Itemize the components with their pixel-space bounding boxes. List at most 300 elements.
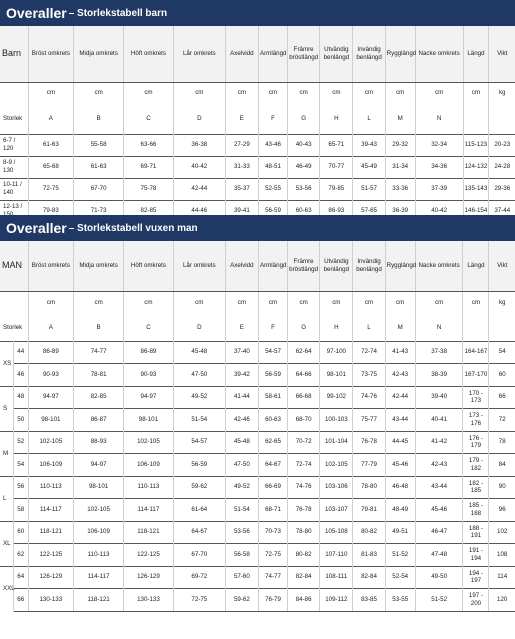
eu-size-cell: 60 [13,521,28,544]
value-cell: 170 - 173 [463,386,489,409]
value-cell: 59-62 [173,476,225,499]
measure-letter: N [415,315,463,341]
unit-cell: cm [258,82,287,104]
value-cell: 179 - 182 [463,454,489,477]
value-cell: 31-34 [385,156,415,178]
value-cell: 122-125 [28,544,74,567]
value-cell: 101-104 [320,431,353,454]
size-cell: 8-9 / 130 [0,156,28,178]
value-cell: 42-44 [385,386,415,409]
value-cell: 79-81 [353,499,385,522]
value-cell: 94-97 [28,386,74,409]
value-cell: 59-62 [225,589,258,612]
unit-cell: cm [28,291,74,315]
column-header: Nacke omkrets [415,26,463,82]
unit-cell: cm [353,291,385,315]
column-header: Invändig benlängd [353,26,385,82]
value-cell: 60 [489,364,515,387]
value-cell: 46-47 [415,521,463,544]
value-cell: 102-105 [28,431,74,454]
column-header: Längd [463,26,489,82]
unit-cell: cm [385,82,415,104]
value-cell: 37-38 [415,341,463,364]
unit-cell: cm [225,291,258,315]
value-cell: 82-84 [353,566,385,589]
value-cell: 86-89 [28,341,74,364]
value-cell: 105-108 [320,521,353,544]
measure-letter [463,315,489,341]
value-cell: 45-48 [225,431,258,454]
value-cell: 20-23 [489,134,515,156]
measure-letter [489,315,515,341]
column-header: Främre bröstlängd [288,241,320,291]
measure-letter: E [225,315,258,341]
measure-letter [489,104,515,134]
table-corner-label: MAN [0,241,28,291]
value-cell: 106-109 [124,454,174,477]
adult-size-table [0,241,515,612]
column-header: Utvändig benlängd [320,26,353,82]
value-cell: 74-77 [258,566,287,589]
measure-letter: L [353,315,385,341]
column-header: Invändig benlängd [353,241,385,291]
value-cell: 29-32 [385,134,415,156]
value-cell: 51-52 [385,544,415,567]
value-cell: 74-77 [74,341,124,364]
value-cell: 130-133 [28,589,74,612]
eu-size-cell: 48 [13,386,28,409]
value-cell: 34-36 [415,156,463,178]
measure-letter: H [320,104,353,134]
value-cell: 100-103 [320,409,353,432]
value-cell: 173 - 176 [463,409,489,432]
unit-cell: cm [288,291,320,315]
column-header: Armlängd [258,241,287,291]
value-cell: 76-78 [288,499,320,522]
value-cell: 37-40 [225,341,258,364]
value-cell: 60-63 [288,200,320,222]
value-cell: 110-113 [28,476,74,499]
value-cell: 102-105 [320,454,353,477]
measure-letter: E [225,104,258,134]
value-cell: 48-49 [385,499,415,522]
value-cell: 40-42 [173,156,225,178]
value-cell: 57-60 [225,566,258,589]
value-cell: 126-129 [124,566,174,589]
unit-row-label [0,82,28,104]
value-cell: 29-36 [489,178,515,200]
column-header: Armlängd [258,26,287,82]
value-cell: 53-56 [288,178,320,200]
unit-cell: cm [320,82,353,104]
table-row [0,566,515,589]
value-cell: 36-38 [173,134,225,156]
table-row [0,589,515,612]
value-cell: 76-79 [258,589,287,612]
value-cell: 48-51 [258,156,287,178]
value-cell: 52-55 [258,178,287,200]
measure-letter: M [385,104,415,134]
value-cell: 72-74 [288,454,320,477]
value-cell: 124-132 [463,156,489,178]
value-cell: 41-44 [225,386,258,409]
table-row [0,364,515,387]
unit-cell: cm [74,291,124,315]
value-cell: 53-56 [225,521,258,544]
column-header: Axelvidd [225,241,258,291]
value-cell: 70-77 [320,156,353,178]
column-header: Bröst omkrets [28,26,74,82]
value-cell: 108 [489,544,515,567]
column-header: Utvändig benlängd [320,241,353,291]
value-cell: 78 [489,431,515,454]
adult-title: Overaller [6,220,67,236]
value-cell: 182 - 185 [463,476,489,499]
value-cell: 75-78 [124,178,174,200]
value-cell: 32-34 [415,134,463,156]
value-cell: 114-117 [124,499,174,522]
value-cell: 72-75 [258,544,287,567]
column-header: Lår omkrets [173,26,225,82]
value-cell: 82-85 [124,200,174,222]
value-cell: 72-75 [28,178,74,200]
kids-size-table [0,26,515,223]
value-cell: 115-123 [463,134,489,156]
value-cell: 45-46 [415,499,463,522]
column-header: Axelvidd [225,26,258,82]
value-cell: 65-68 [28,156,74,178]
size-cell: 10-11 / 140 [0,178,28,200]
measure-letter: N [415,104,463,134]
value-cell: 69-72 [173,566,225,589]
value-cell: 102 [489,521,515,544]
adult-banner [0,215,515,241]
measure-letter: L [353,104,385,134]
table-row [0,521,515,544]
table-row [0,156,515,178]
value-cell: 57-65 [353,200,385,222]
value-cell: 73-75 [353,364,385,387]
value-cell: 47-48 [415,544,463,567]
unit-cell: kg [498,299,506,307]
value-cell: 106-109 [74,521,124,544]
value-cell: 51-54 [173,409,225,432]
value-cell: 86-87 [74,409,124,432]
table-row [0,499,515,522]
unit-cell: cm [74,82,124,104]
unit-cell: kg [498,89,506,97]
kids-subtitle: – Storlekstabell barn [68,7,168,19]
value-cell: 49-52 [225,476,258,499]
kids-title: Overaller [6,5,67,21]
eu-size-cell: 62 [13,544,28,567]
unit-cell: cm [124,82,174,104]
size-cell: 6-7 / 120 [0,134,28,156]
value-cell: 68-71 [258,499,287,522]
measure-letter: M [385,315,415,341]
value-cell: 114-117 [74,566,124,589]
value-cell: 56-59 [258,364,287,387]
measure-letter: B [74,315,124,341]
value-cell: 102-105 [124,431,174,454]
value-cell: 90 [489,476,515,499]
value-cell: 54-57 [173,431,225,454]
value-cell: 55-58 [74,134,124,156]
value-cell: 37-44 [489,200,515,222]
value-cell: 49-51 [385,521,415,544]
value-cell: 78-80 [288,521,320,544]
value-cell: 99-102 [320,386,353,409]
value-cell: 130-133 [124,589,174,612]
measure-letter: D [173,315,225,341]
size-group-label: XS [0,341,13,386]
value-cell: 82-84 [288,566,320,589]
size-group-label: S [0,386,13,431]
value-cell: 108-111 [320,566,353,589]
measure-letter: A [28,315,74,341]
column-header: Vikt [489,26,515,82]
table-row [0,134,515,156]
table-row [0,544,515,567]
value-cell: 122-125 [124,544,174,567]
value-cell: 79-85 [320,178,353,200]
value-cell: 94-97 [74,454,124,477]
value-cell: 42-44 [173,178,225,200]
column-header: Lår omkrets [173,241,225,291]
unit-cell: cm [173,291,225,315]
value-cell: 86-89 [124,341,174,364]
value-cell: 67-70 [173,544,225,567]
value-cell: 44-45 [385,431,415,454]
value-cell: 40-42 [415,200,463,222]
value-cell: 118-121 [28,521,74,544]
size-label: Storlek [0,104,28,134]
value-cell: 167-170 [463,364,489,387]
unit-row-label [0,291,28,315]
value-cell: 51-52 [415,589,463,612]
size-group-label: L [0,476,13,521]
value-cell: 56-59 [258,200,287,222]
value-cell: 42-43 [415,454,463,477]
column-header: Midja omkrets [74,26,124,82]
value-cell: 135-143 [463,178,489,200]
value-cell: 53-55 [385,589,415,612]
value-cell: 69-71 [124,156,174,178]
value-cell: 194 - 197 [463,566,489,589]
measure-letter: D [173,104,225,134]
unit-cell: cm [28,82,74,104]
measure-letter: F [258,315,287,341]
eu-size-cell: 64 [13,566,28,589]
value-cell: 82-85 [74,386,124,409]
column-header: Rygglängd [385,26,415,82]
value-cell: 56-59 [173,454,225,477]
eu-size-cell: 56 [13,476,28,499]
value-cell: 103-107 [320,499,353,522]
table-row [0,341,515,364]
measure-letter: H [320,315,353,341]
size-group-label: M [0,431,13,476]
value-cell: 60-63 [258,409,287,432]
value-cell: 120 [489,589,515,612]
table-row [0,178,515,200]
value-cell: 56-58 [225,544,258,567]
value-cell: 42-43 [385,364,415,387]
value-cell: 81-83 [353,544,385,567]
value-cell: 96 [489,499,515,522]
measure-letter: A [28,104,74,134]
value-cell: 110-113 [124,476,174,499]
value-cell: 35-37 [225,178,258,200]
unit-cell: cm [463,82,489,104]
value-cell: 44-46 [173,200,225,222]
value-cell: 191 - 194 [463,544,489,567]
value-cell: 62-65 [258,431,287,454]
value-cell: 54 [489,341,515,364]
measure-letter [463,104,489,134]
table-row [0,454,515,477]
value-cell: 61-63 [28,134,74,156]
value-cell: 74-76 [288,476,320,499]
value-cell: 98-101 [74,476,124,499]
measure-letter: G [288,315,320,341]
size-group-label: XXL [0,566,13,611]
value-cell: 45-48 [173,341,225,364]
size-cell: 12-13 / [0,200,28,222]
value-cell: 46-48 [385,476,415,499]
value-cell: 43-46 [258,134,287,156]
eu-size-cell: 52 [13,431,28,454]
value-cell: 40-41 [415,409,463,432]
measure-letter: C [124,104,174,134]
value-cell: 176 - 179 [463,431,489,454]
measure-letter: F [258,104,287,134]
size-label: Storlek [0,315,28,341]
value-cell: 64-67 [258,454,287,477]
value-cell: 98-101 [124,409,174,432]
value-cell: 84 [489,454,515,477]
column-header: Främre bröstlängd [288,26,320,82]
value-cell: 78-80 [353,476,385,499]
value-cell: 31-33 [225,156,258,178]
eu-size-cell: 46 [13,364,28,387]
unit-cell: cm [258,291,287,315]
value-cell: 61-64 [173,499,225,522]
column-header: Vikt [489,241,515,291]
value-cell: 58-61 [258,386,287,409]
value-cell: 27-29 [225,134,258,156]
value-cell: 66 [489,386,515,409]
value-cell: 49-50 [415,566,463,589]
value-cell: 41-43 [385,341,415,364]
measure-letter: C [124,315,174,341]
value-cell: 109-112 [320,589,353,612]
value-cell: 65-71 [320,134,353,156]
value-cell: 37-39 [415,178,463,200]
column-header: Höft omkrets [124,241,174,291]
unit-cell: cm [353,82,385,104]
value-cell: 86-93 [320,200,353,222]
value-cell: 45-49 [353,156,385,178]
unit-cell: cm [225,82,258,104]
value-cell: 68-70 [288,409,320,432]
value-cell: 51-54 [225,499,258,522]
value-cell: 74-76 [353,386,385,409]
column-header: Längd [463,241,489,291]
value-cell: 83-85 [353,589,385,612]
value-cell: 43-44 [415,476,463,499]
value-cell: 52-54 [385,566,415,589]
value-cell: 24-28 [489,156,515,178]
column-header: Bröst omkrets [28,241,74,291]
value-cell: 49-52 [173,386,225,409]
table-row [0,476,515,499]
value-cell: 39-43 [353,134,385,156]
value-cell: 185 - 188 [463,499,489,522]
value-cell: 75-77 [353,409,385,432]
value-cell: 114 [489,566,515,589]
value-cell: 43-44 [385,409,415,432]
unit-cell: cm [288,82,320,104]
value-cell: 90-93 [124,364,174,387]
unit-cell: cm [385,291,415,315]
value-cell: 61-63 [74,156,124,178]
value-cell: 54-57 [258,341,287,364]
eu-size-cell: 50 [13,409,28,432]
measure-letter: B [74,104,124,134]
value-cell: 114-117 [28,499,74,522]
value-cell: 94-97 [124,386,174,409]
unit-cell: cm [320,291,353,315]
value-cell: 39-40 [415,386,463,409]
value-cell: 72 [489,409,515,432]
value-cell: 98-101 [28,409,74,432]
value-cell: 77-79 [353,454,385,477]
value-cell: 66-69 [258,476,287,499]
value-cell: 102-105 [74,499,124,522]
unit-cell: cm [124,291,174,315]
kids-banner [0,0,515,26]
value-cell: 62-64 [288,341,320,364]
value-cell: 110-113 [74,544,124,567]
value-cell: 107-110 [320,544,353,567]
eu-size-cell: 54 [13,454,28,477]
value-cell: 80-82 [288,544,320,567]
value-cell: 126-129 [28,566,74,589]
value-cell: 39-41 [225,200,258,222]
adult-subtitle: – Storlekstabell vuxen man [68,222,198,234]
value-cell: 90-93 [28,364,74,387]
eu-size-cell: 44 [13,341,28,364]
value-cell: 63-66 [124,134,174,156]
table-row [0,386,515,409]
value-cell: 164-167 [463,341,489,364]
value-cell: 103-106 [320,476,353,499]
value-cell: 106-109 [28,454,74,477]
unit-cell: cm [415,82,463,104]
value-cell: 70-73 [258,521,287,544]
column-header: Höft omkrets [124,26,174,82]
unit-cell: cm [415,291,463,315]
value-cell: 197 - 200 [463,589,489,612]
value-cell: 118-121 [74,589,124,612]
value-cell: 97-100 [320,341,353,364]
table-row [0,409,515,432]
value-cell: 98-101 [320,364,353,387]
value-cell: 70-72 [288,431,320,454]
unit-cell: cm [463,291,489,315]
value-cell: 47-50 [173,364,225,387]
